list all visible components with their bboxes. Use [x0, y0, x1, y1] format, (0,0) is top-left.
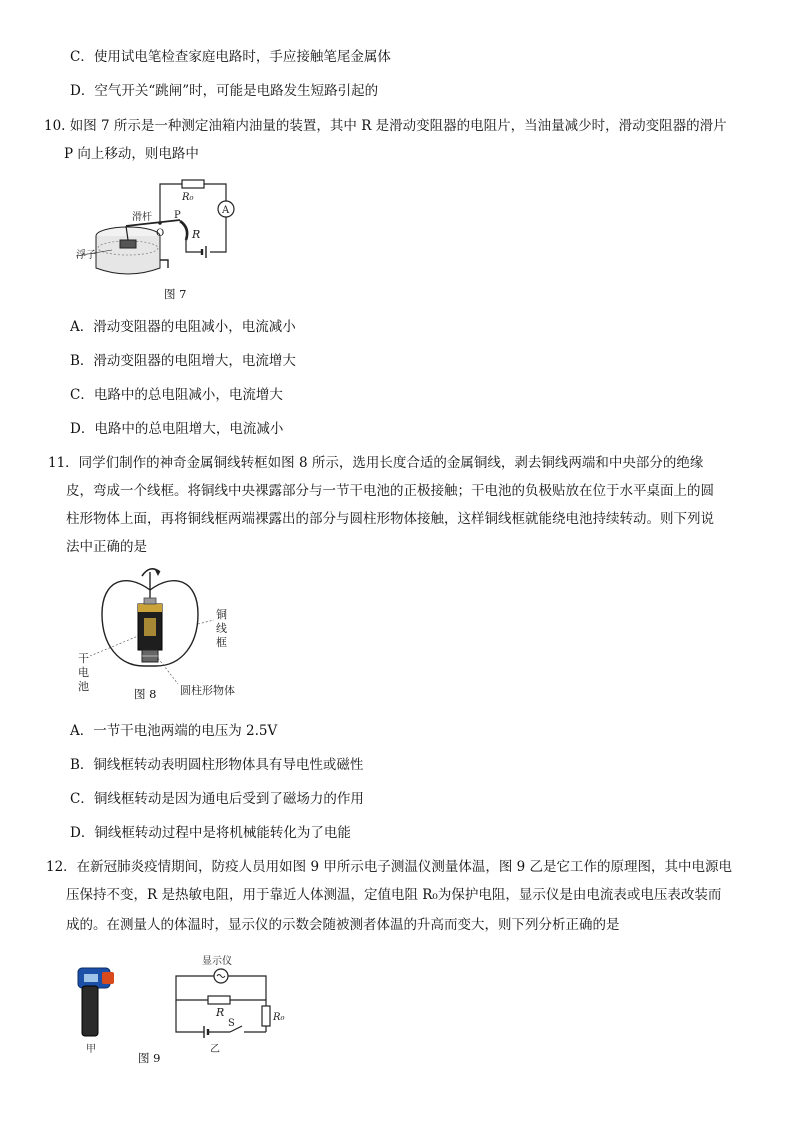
q11-stem-line4: 法中正确的是 [66, 539, 147, 555]
q12-figure [72, 950, 292, 1062]
q10-stem-line2: P 向上移动，则电路中 [64, 146, 199, 162]
q11-stem-line3: 柱形物体上面，再将铜线框两端裸露出的部分与圆柱形物体接触，这样铜线框就能绕电池持续转动。则下列说 [66, 511, 714, 527]
q11-option-b: B．铜线框转动表明圆柱形物体具有导电性或磁性 [70, 757, 364, 773]
label-display: 显示仪 [202, 956, 232, 967]
label-r0: R₀ [182, 192, 194, 203]
figure-7-caption: 图 7 [164, 287, 187, 301]
q10-option-a: A．滑动变阻器的电阻减小，电流减小 [70, 319, 296, 335]
label-p: P [174, 210, 181, 221]
q11-figure [74, 562, 254, 702]
q10-option-d: D．电路中的总电阻增大，电流减小 [70, 421, 284, 437]
oil-gauge-circuit-diagram [76, 176, 246, 284]
ammeter-symbol: A [222, 205, 230, 216]
label-rod: 滑杆 [132, 212, 152, 223]
label-switch: S [228, 1018, 235, 1029]
q11-option-d: D．铜线框转动过程中是将机械能转化为了电能 [70, 825, 351, 841]
copper-frame-motor-diagram [74, 562, 254, 702]
q10-stem-line1: 10. 如图 7 所示是一种测定油箱内油量的装置，其中 R 是滑动变阻器的电阻片，当油量减少时，滑动变阻器的滑片 [44, 118, 727, 134]
figure-8-caption: 图 8 [134, 687, 157, 701]
label-cylinder: 圆柱形物体 [180, 684, 235, 697]
label-float: 浮子 [76, 250, 96, 261]
label-r0: R₀ [273, 1012, 285, 1023]
q12-stem-line2: 压保持不变，R 是热敏电阻，用于靠近人体测温，定值电阻 R₀为保护电阻，显示仪是由电流表或电压表改装而 [66, 887, 722, 903]
q12-stem-line1: 12．在新冠肺炎疫情期间，防疫人员用如图 9 甲所示电子测温仪测量体温，图 9 乙是它工作的原理图，其中电源电 [46, 859, 733, 875]
label-dry-battery: 干电池 [78, 652, 89, 693]
q11-stem-line1: 11．同学们制作的神奇金属铜线转框如图 8 所示，选用长度合适的金属铜线，剥去铜线两端和中央部分的绝缘 [48, 455, 704, 471]
q11-stem-line2: 皮，弯成一个线框。将铜线中央裸露部分与一节干电池的正极接触；干电池的负极贴放在位于水平桌面上的圆 [66, 483, 714, 499]
label-r: R [192, 228, 201, 241]
q10-option-c: C．电路中的总电阻减小，电流增大 [70, 387, 283, 403]
label-copper-frame: 铜线框 [216, 608, 227, 649]
q12-stem-line3: 成的。在测量人的体温时，显示仪的示数会随被测者体温的升高而变大，则下列分析正确的是 [66, 917, 620, 933]
label-yi: 乙 [210, 1044, 220, 1055]
thermometer-figure [72, 950, 292, 1062]
q10-figure [76, 176, 246, 284]
q11-option-c: C．铜线框转动是因为通电后受到了磁场力的作用 [70, 791, 364, 807]
q9-option-d: D．空气开关“跳闸”时，可能是电路发生短路引起的 [70, 83, 379, 99]
label-r: R [216, 1006, 225, 1019]
figure-9-caption: 图 9 [138, 1051, 161, 1065]
q10-option-b: B．滑动变阻器的电阻增大，电流增大 [70, 353, 296, 369]
label-jia: 甲 [86, 1044, 96, 1055]
q11-option-a: A．一节干电池两端的电压为 2.5V [70, 723, 278, 739]
q9-option-c: C．使用试电笔检查家庭电路时，手应接触笔尾金属体 [70, 49, 391, 65]
label-o: O [156, 228, 165, 239]
